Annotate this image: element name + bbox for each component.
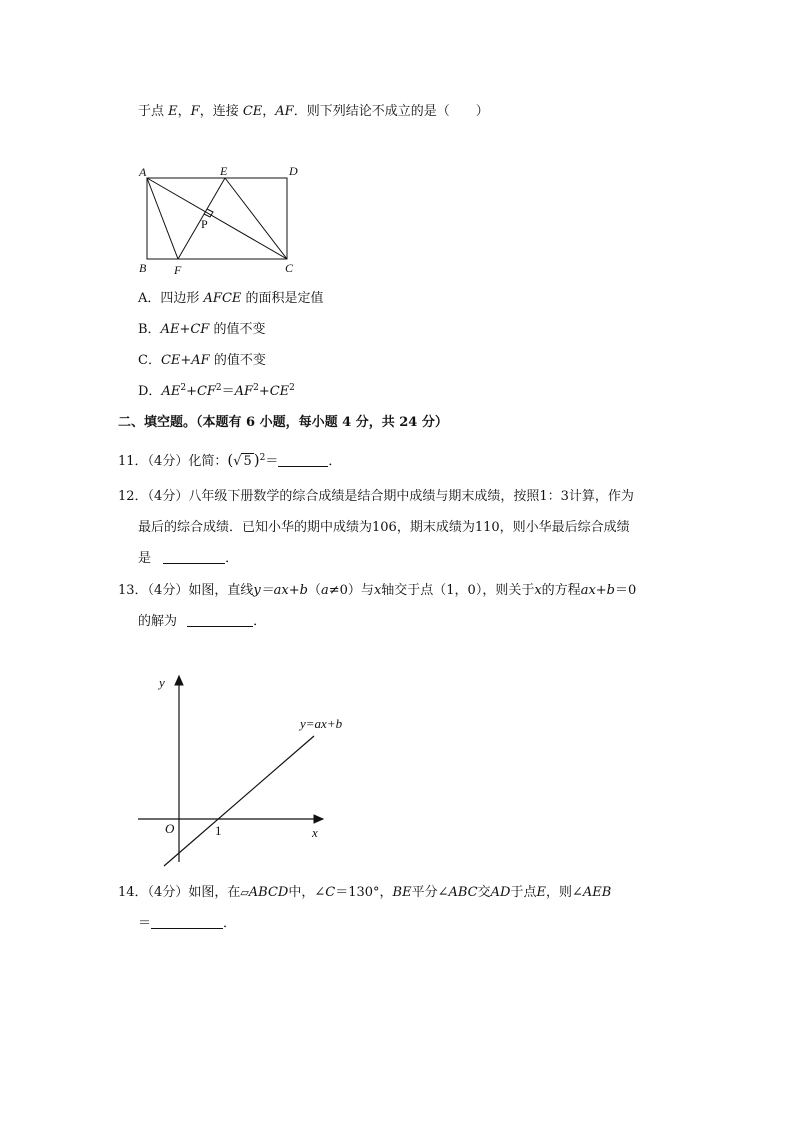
origin-label: O	[165, 821, 175, 836]
label-c: C	[285, 261, 294, 275]
x-tick-1: 1	[215, 823, 222, 838]
x-axis-label: x	[312, 825, 318, 840]
label-p: P	[201, 217, 208, 231]
option-a: A．四边形 AFCE 的面积是定值	[138, 291, 324, 306]
label-a: A	[139, 165, 147, 179]
section-2-header: 二、填空题。（本题有 6 小题，每小题 4 分，共 24 分）	[118, 415, 448, 430]
question-10-tail: 于点 E，F，连接 CE，AF．则下列结论不成立的是（ ）	[138, 104, 489, 119]
segment-ec	[225, 178, 287, 259]
question-14-line-1: 14．（4分）如图，在▱ABCD中，∠C＝130°，BE平分∠ABC交AD于点E，则∠AEB	[118, 885, 612, 900]
option-b: B．AE+CF 的值不变	[138, 322, 266, 337]
question-12-line-1: 12．（4分）八年级下册数学的综合成绩是结合期中成绩与期末成绩，按照1：3计算，作为	[118, 489, 634, 504]
line-y-ax-b	[164, 736, 314, 866]
question-12-line-3: 是 ．	[138, 551, 239, 566]
question-13-line-1: 13．（4分）如图，直线y＝ax+b（a≠0）与x轴交于点（1，0），则关于x的方程ax+b＝0	[118, 583, 637, 598]
line-label: y=ax+b	[300, 716, 343, 731]
label-f: F	[174, 263, 182, 277]
answer-blank[interactable]	[151, 915, 223, 929]
linear-function-graph	[130, 670, 360, 875]
answer-blank[interactable]	[187, 613, 253, 627]
question-14-line-2: ＝ ．	[138, 916, 237, 931]
question-13-line-2: 的解为 ．	[138, 614, 267, 629]
question-11: 11．（4分）化简：(√ 5 )$^2$＝ ．	[118, 451, 342, 469]
option-d: D．$AE^2+CF^2=AF^2+CE^2$	[138, 383, 295, 399]
answer-blank[interactable]	[278, 453, 328, 467]
parallelogram-symbol: ▱	[240, 886, 249, 899]
segment-af	[147, 178, 178, 259]
option-c: C．CE+AF 的值不变	[138, 353, 266, 368]
answer-blank[interactable]	[163, 550, 225, 564]
sqrt-radicand: 5	[243, 454, 252, 469]
label-b: B	[139, 261, 147, 275]
rectangle-figure	[130, 160, 310, 280]
y-axis-label: y	[159, 675, 165, 690]
question-12-line-2: 最后的综合成绩．已知小华的期中成绩为106，期末成绩为110，则小华最后综合成绩	[138, 520, 630, 535]
label-d: D	[289, 164, 298, 178]
label-e: E	[220, 164, 228, 178]
diagonal-ac	[147, 178, 287, 259]
